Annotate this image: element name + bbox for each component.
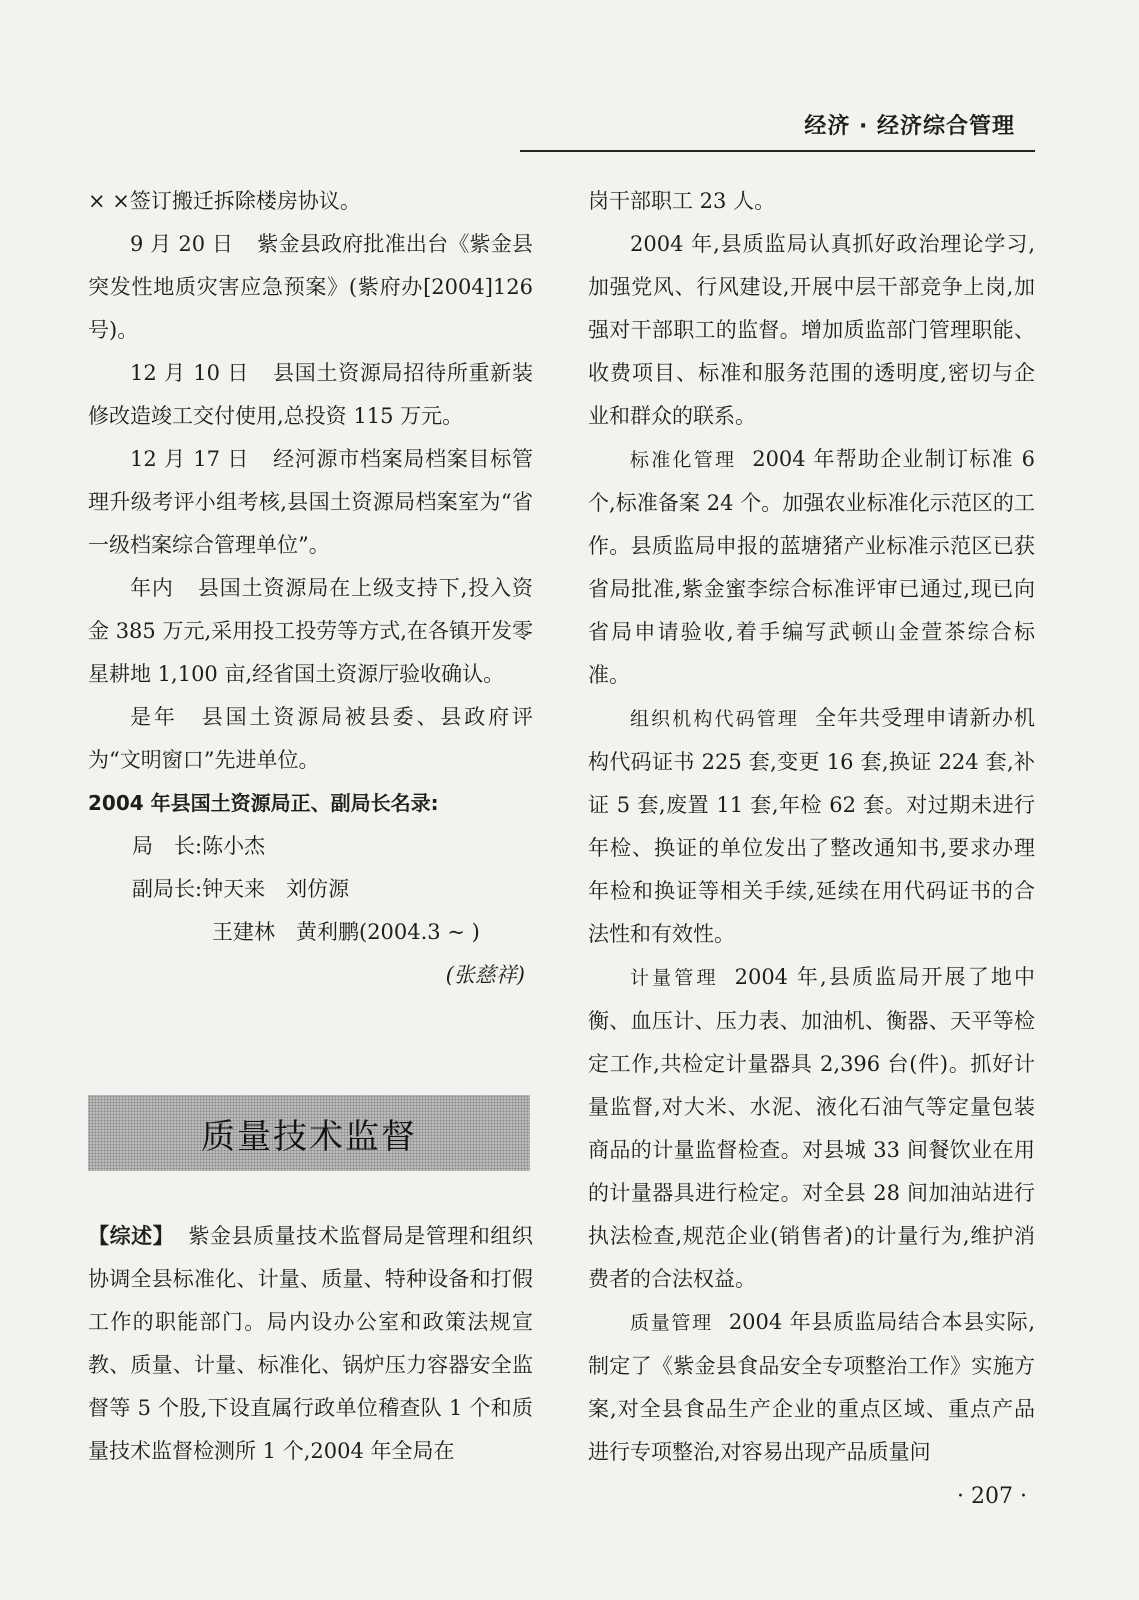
entry-date: 9 月 20 日 xyxy=(130,232,234,256)
entry-date: 年内 xyxy=(130,576,174,600)
paragraph xyxy=(588,956,1035,1301)
paragraph: 岗干部职工 23 人。 xyxy=(588,189,776,213)
roster-line: 副局长:钟天来 刘仿源 xyxy=(132,877,350,901)
paragraph xyxy=(588,697,1035,956)
paragraph xyxy=(88,567,533,696)
header-title: 经济 · 经济综合管理 xyxy=(804,114,1015,139)
subsection-text: 2004 年,县质监局开展了地中衡、血压计、压力表、加油机、衡器、天平等检定工作,共检定计量器具 2,396 台(件)。抓好计量监督,对大米、水泥、液化石油气等定量包装商品的计量监督检查。对县城 33 间餐饮业在用的计量器具进行检定。对全县 28 间加油站进行执法检查,规范企业(销售者)的计量行为,维护消费者的合法权益。 xyxy=(588,965,1035,1291)
paragraph xyxy=(588,438,1035,697)
entry-text: 紫金县政府批准出台《紫金县突发性地质灾害应急预案》(紫府办[2004]126号)。 xyxy=(88,232,534,342)
subsection-term: 组织机构代码管理 xyxy=(630,708,799,730)
paragraph xyxy=(88,352,533,438)
summary-label: 【综述】 xyxy=(88,1224,175,1248)
paragraph xyxy=(588,1301,1035,1474)
left-column-lower xyxy=(88,1215,533,1473)
page-number: · 207 · xyxy=(957,1484,1027,1509)
subsection-term: 计量管理 xyxy=(630,967,719,989)
right-column xyxy=(588,180,1035,1474)
paragraph xyxy=(88,223,533,352)
paragraph xyxy=(88,696,533,782)
entry-date: 12 月 10 日 xyxy=(130,361,250,385)
roster-line: 王建林 黄利鹏(2004.3 ~ ) xyxy=(212,920,480,944)
subsection-text: 全年共受理申请新办机构代码证书 225 套,变更 16 套,换证 224 套,补证 5 套,废置 11 套,年检 62 套。对过期未进行年检、换证的单位发出了整改通知书,要求办理年检和换证等相关手续,延续在用代码证书的合法性和有效性。 xyxy=(588,706,1035,946)
paragraph: 2004 年,县质监局认真抓好政治理论学习,加强党风、行风建设,开展中层干部竞争上岗,加强对干部职工的监督。增加质监部门管理职能、收费项目、标准和服务范围的透明度,密切与企业和群众的联系。 xyxy=(588,232,1035,428)
section-title: 质量技术监督 xyxy=(201,1116,417,1157)
subsection-term: 质量管理 xyxy=(630,1312,713,1334)
entry-date: 12 月 17 日 xyxy=(130,447,250,471)
section-banner xyxy=(88,1095,530,1171)
paragraph: × ×签订搬迁拆除楼房协议。 xyxy=(88,189,361,213)
header-rule xyxy=(520,150,1035,152)
summary-text: 紫金县质量技术监督局是管理和组织协调全县标准化、计量、质量、特种设备和打假工作的职能部门。局内设办公室和政策法规宣教、质量、计量、标准化、锅炉压力容器安全监督等 5 个股,下设直属行政单位稽查队 1 个和质量技术监督检测所 1 个,2004 年全局在 xyxy=(88,1224,534,1463)
roster-title: 2004 年县国土资源局正、副局长名录: xyxy=(88,791,439,815)
entry-text: 经河源市档案局档案目标管理升级考评小组考核,县国土资源局档案室为“省一级档案综合管理单位”。 xyxy=(88,447,533,557)
paragraph xyxy=(88,1215,533,1473)
running-header xyxy=(520,112,1035,152)
subsection-text: 2004 年帮助企业制订标准 6 个,标准备案 24 个。加强农业标准化示范区的工作。县质监局申报的蓝塘猪产业标准示范区已获省局批准,紫金蜜李综合标准评审已通过,现已向省局申请验收,着手编写武顿山金萱茶综合标准。 xyxy=(588,447,1035,687)
paragraph xyxy=(88,438,533,567)
subsection-text: 2004 年县质监局结合本县实际,制定了《紫金县食品安全专项整治工作》实施方案,对全县食品生产企业的重点区域、重点产品进行专项整治,对容易出现产品质量问 xyxy=(588,1310,1035,1464)
entry-date: 是年 xyxy=(130,705,178,729)
subsection-term: 标准化管理 xyxy=(630,449,737,471)
entry-text: 县国土资源局在上级支持下,投入资金 385 万元,采用投工投劳等方式,在各镇开发零星耕地 1,100 亩,经省国土资源厅验收确认。 xyxy=(88,576,533,686)
roster-line: 局 长:陈小杰 xyxy=(132,834,266,858)
entry-text: 县国土资源局被县委、县政府评为“文明窗口”先进单位。 xyxy=(88,705,533,772)
entry-text: 县国土资源局招待所重新装修改造竣工交付使用,总投资 115 万元。 xyxy=(88,361,533,428)
author-credit: (张慈祥) xyxy=(445,963,525,987)
left-column xyxy=(88,180,533,997)
